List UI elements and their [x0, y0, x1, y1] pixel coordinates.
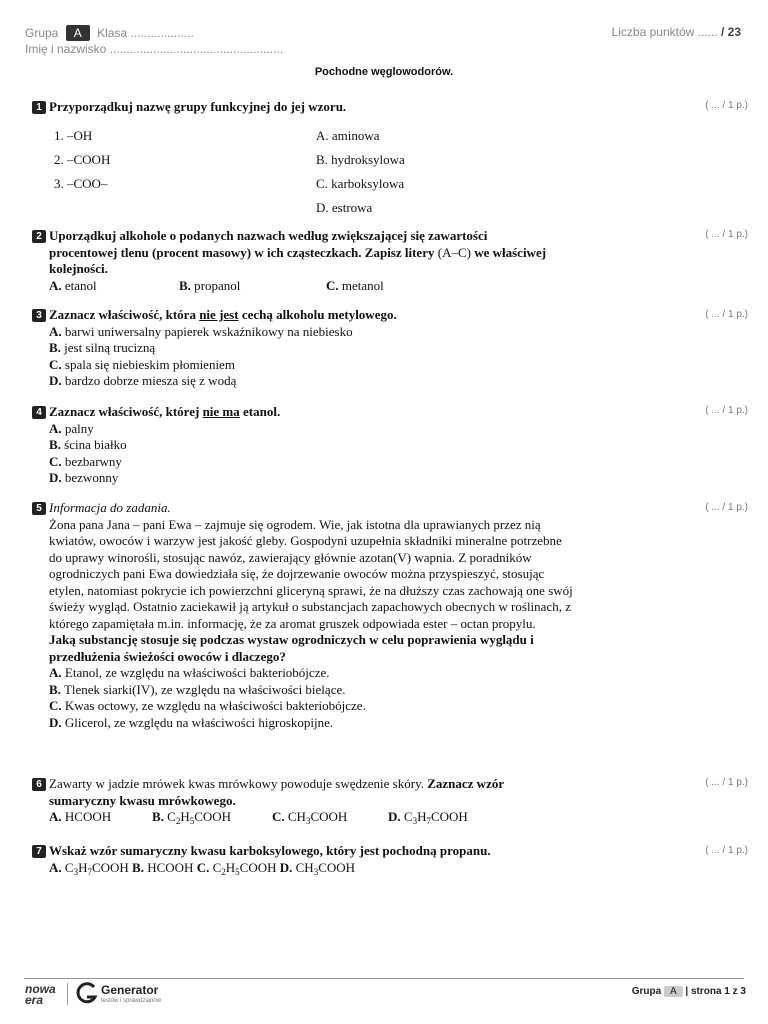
points-box: ( ... / 1 p.) [705, 229, 748, 240]
list-item: C. karboksylowa [316, 176, 405, 192]
answer-option[interactable]: B. propanol [179, 277, 241, 293]
answer-option[interactable]: B. Tlenek siarki(IV), ze względu na właściwości bielące. [49, 681, 346, 697]
question-number: 3 [32, 309, 46, 322]
list-item: 1. –OH [54, 127, 93, 143]
answer-option[interactable]: A. Etanol, ze względu na właściwości bakteriobójcze. [49, 665, 330, 680]
question-text: Jaką substancję stosuje się podczas wystaw ogrodniczych w celu poprawienia wyglądu i przedłużenia świeżości owoców i dlaczego? [49, 632, 534, 664]
points-box: ( ... / 1 p.) [705, 777, 748, 788]
question-number: 4 [32, 406, 46, 419]
answer-option[interactable]: C. $C_2H_5COOH$ [196, 859, 277, 877]
answer-option[interactable]: B. HCOOH [132, 859, 194, 875]
answer-option[interactable]: C. Kwas octowy, ze względu na właściwości bakteriobójcze. [49, 698, 366, 713]
answer-option[interactable]: C. spala się niebieskim płomieniem [49, 356, 235, 372]
answer-option[interactable]: A. HCOOH [49, 809, 112, 824]
answer-option[interactable]: A. $C_3H_7COOH$ [49, 859, 129, 877]
generator-logo: Generator testów i sprawdzianów [76, 982, 161, 1006]
points-box: ( ... / 1 p.) [705, 405, 748, 416]
points-box: ( ... / 1 p.) [705, 502, 748, 513]
answer-option[interactable]: A. palny [49, 420, 94, 436]
answer-option[interactable]: B. jest silną trucizną [49, 340, 156, 355]
answer-option[interactable]: D. bardzo dobrze miesza się z wodą [49, 373, 237, 388]
question-7: 7 Wskaż wzór sumaryczny kwasu karboksylowego, który jest pochodną propanu. A. $C_3H_7COOH$ B. HCOOH C. $C_2H_5COOH$ D. $CH_3COOH$ [32, 843, 582, 876]
page-title: Pochodne węglowodorów. [314, 66, 454, 78]
generator-g-icon [76, 982, 98, 1006]
group-badge: A [664, 986, 683, 997]
nowa-era-logo: nowa era [25, 982, 56, 1007]
answer-option[interactable]: C. metanol [326, 277, 384, 293]
question-5: 5 Informacja do zadania. Żona pana Jana – pani Ewa – zajmuje się ogrodem. Wie, jak istotna dla uprawianych przez nią kwiatów, owoców i warzyw jest jakość gleby. Gospodyni uzupełnia składniki mineralne potrzebne do uprawy winorośli, stosując nawóz, zawierający głównie azotan(V) wapnia. Z poradników ogrodniczych pani Ewa dowiedziała się, że dojrzewanie owoców można przyspieszyć, stosując etylen, natomiast pokrycie ich powierzchni gliceryną sprawi, że na dłuższy czas zachowają one swój świeży wygląd. Ostatnio zaciekawił ją artykuł o substancjach zapachowych obecnych w roślinach, z którego zapamiętała m.in. informację, że za aromat gruszek odpowiada ester – octan propylu. Jaką substancję stosuje się podczas wystaw ogrodniczych w celu poprawienia wyglądu i przedłużenia świeżości owoców i dlaczego? A. Etanol, ze względu na właściwości bakteriobójcze. B. Tlenek siarki(IV), ze względu na właściwości bielące. C. Kwas octowy, ze względu na właściwości bakteriobójcze. D. Glicerol, ze względu na właściwości higroskopijne. [32, 500, 577, 731]
name-field: Imię i nazwisko .................................................... [25, 42, 284, 56]
list-item: B. hydroksylowa [316, 151, 405, 167]
question-number: 2 [32, 230, 46, 243]
answer-option[interactable]: C. $CH_3COOH$ [272, 809, 348, 826]
answer-option[interactable]: A. etanol [49, 277, 97, 293]
answer-option[interactable]: D. Glicerol, ze względu na właściwości higroskopijne. [49, 714, 334, 730]
group-field: Grupa A Klasa ................... [25, 26, 194, 40]
footer-divider [24, 978, 744, 979]
logo-divider [67, 983, 68, 1005]
question-number: 5 [32, 502, 46, 515]
question-1: 1 Przyporządkuj nazwę grupy funkcyjnej do jej wzoru. 1. –OH 2. –COOH 3. –COO– A. aminowa B. hydroksylowa C. karboksylowa D. estrowa [32, 99, 582, 221]
question-number: 7 [32, 845, 46, 858]
list-item: 3. –COO– [54, 176, 108, 192]
answer-option[interactable]: B. ścina białko [49, 437, 127, 452]
question-number: 6 [32, 778, 46, 791]
question-number: 1 [32, 101, 46, 114]
answer-option[interactable]: D. bezwonny [49, 470, 119, 485]
answer-option[interactable]: B. $C_2H_5COOH$ [152, 809, 232, 826]
points-field: Liczba punktów ...... / 23 [611, 25, 741, 39]
answer-option[interactable]: D. $C_3H_7COOH$ [388, 809, 468, 826]
page-indicator: Grupa A | strona 1 z 3 [631, 986, 746, 997]
group-badge: A [66, 25, 90, 41]
list-item: 2. –COOH [54, 151, 111, 167]
question-2: 2 Uporządkuj alkohole o podanych nazwach według zwiększającej się zawartości procentowej tlenu (procent masowy) w ich cząsteczkach. Zapisz litery (A–C) we właściwej kolejności. A. etanol B. propanol C. metanol [32, 228, 552, 294]
points-box: ( ... / 1 p.) [705, 845, 748, 856]
question-6: 6 Zawarty w jadzie mrówek kwas mrówkowy powoduje swędzenie skóry. Zaznacz wzór sumaryczny kwasu mrówkowego. A. HCOOH B. $C_2H_5COOH$ C. $CH_3COOH$ D. $C_3H_7COOH$ [32, 776, 552, 826]
answer-option[interactable]: D. $CH_3COOH$ [279, 859, 356, 877]
list-item: D. estrowa [316, 200, 373, 216]
question-4: 4 Zaznacz właściwość, której nie ma etanol. A. palny B. ścina białko C. bezbarwny D. bezwonny [32, 404, 582, 487]
answer-option[interactable]: A. barwi uniwersalny papierek wskaźnikowy na niebiesko [49, 323, 353, 339]
list-item: A. aminowa [316, 127, 380, 143]
points-box: ( ... / 1 p.) [705, 100, 748, 111]
points-box: ( ... / 1 p.) [705, 309, 748, 320]
info-text: Żona pana Jana – pani Ewa – zajmuje się ogrodem. Wie, jak istotna dla uprawianych przez nią kwiatów, owoców i warzyw jest jakość gleby. Gospodyni uzupełnia składniki mineralne potrzebne do uprawy winorośli, stosując nawóz, zawierający głównie azotan(V) wapnia. Z poradników ogrodniczych pani Ewa dowiedziała się, że dojrzewanie owoców można przyspieszyć, stosując etylen, natomiast pokrycie ich powierzchni gliceryną sprawi, że na dłuższy czas zachowają one swój świeży wygląd. Ostatnio zaciekawił ją artykuł o substancjach zapachowych obecnych w roślinach, z którego zapamiętała m.in. informację, że za aromat gruszek odpowiada ester – octan propylu. [49, 516, 573, 631]
answer-option[interactable]: C. bezbarwny [49, 453, 122, 469]
question-3: 3 Zaznacz właściwość, która nie jest cechą alkoholu metylowego. A. barwi uniwersalny papierek wskaźnikowy na niebiesko B. jest silną trucizną C. spala się niebieskim płomieniem D. bardzo dobrze miesza się z wodą [32, 307, 582, 390]
